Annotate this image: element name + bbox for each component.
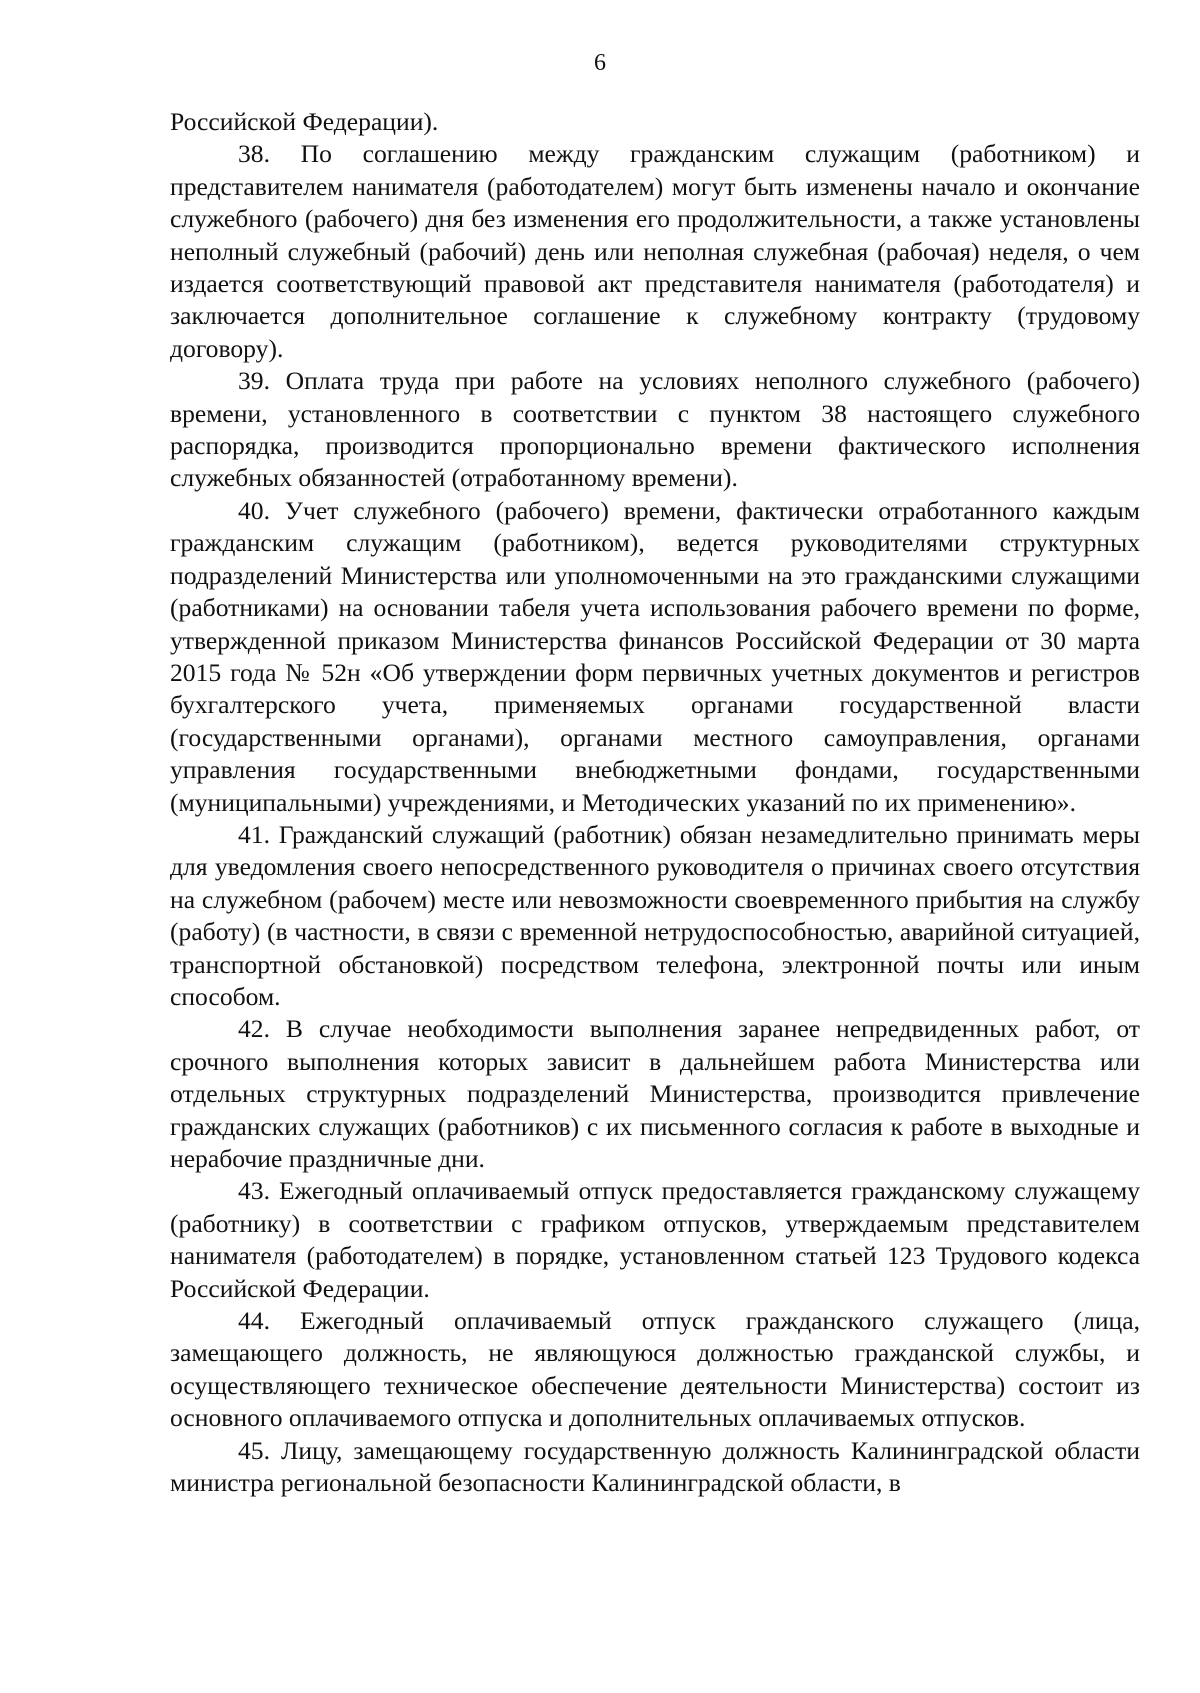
page-number: 6: [594, 50, 606, 76]
paragraph-44: 44. Ежегодный оплачиваемый отпуск гражданского служащего (лица, замещающего должность, не являющуюся должностью гражданской службы, и осуществляющего техническое обеспечение деятельности Министерства) состоит из основного оплачиваемого отпуска и дополнительных оплачиваемых отпусков.: [170, 1306, 1140, 1433]
paragraph-continuation: Российской Федерации).: [170, 107, 439, 136]
document-text: [170, 106, 1140, 1499]
paragraph-43: 43. Ежегодный оплачиваемый отпуск предоставляется гражданскому служащему (работнику) в соответствии с графиком отпусков, утверждаемым представителем нанимателя (работодателем) в порядке, установленном статьей 123 Трудового кодекса Российской Федерации.: [170, 1176, 1140, 1303]
paragraph-42: 42. В случае необходимости выполнения заранее непредвиденных работ, от срочного выполнения которых зависит в дальнейшем работа Министерства или отдельных структурных подразделений Министерства, производится привлечение гражданских служащих (работников) с их письменного согласия к работе в выходные и нерабочие праздничные дни.: [170, 1014, 1140, 1173]
paragraph-38: 38. По соглашению между гражданским служащим (работником) и представителем нанимателя (работодателем) могут быть изменены начало и окончание служебного (рабочего) дня без изменения его продолжительности, а также установлены неполный служебный (рабочий) день или неполная служебная (рабочая) неделя, о чем издается соответствующий правовой акт представителя нанимателя (работодателя) и заключается дополнительное соглашение к служебному контракту (трудовому договору).: [170, 139, 1140, 363]
paragraph-39: 39. Оплата труда при работе на условиях неполного служебного (рабочего) времени, установленного в соответствии с пунктом 38 настоящего служебного распорядка, производится пропорционально времени фактического исполнения служебных обязанностей (отработанному времени).: [170, 366, 1140, 493]
paragraph-41: 41. Гражданский служащий (работник) обязан незамедлительно принимать меры для уведомления своего непосредственного руководителя о причинах своего отсутствия на служебном (рабочем) месте или невозможности своевременного прибытия на службу (работу) (в частности, в связи с временной нетрудоспособностью, аварийной ситуацией, транспортной обстановкой) посредством телефона, электронной почты или иным способом.: [170, 819, 1140, 1011]
paragraph-45: 45. Лицу, замещающему государственную должность Калининградской области министра региональной безопасности Калининградской области, в: [170, 1435, 1140, 1498]
paragraph-40: 40. Учет служебного (рабочего) времени, фактически отработанного каждым гражданским служащим (работником), ведется руководителями структурных подразделений Министерства или уполномоченными на это гражданскими служащими (работниками) на основании табеля учета использования рабочего времени по форме, утвержденной приказом Министерства финансов Российской Федерации от 30 марта 2015 года № 52н «Об утверждении форм первичных учетных документов и регистров бухгалтерского учета, применяемых органами государственной власти (государственными органами), органами местного самоуправления, органами управления государственными внебюджетными фондами, государственными (муниципальными) учреждениями, и Методических указаний по их применению».: [170, 495, 1140, 817]
